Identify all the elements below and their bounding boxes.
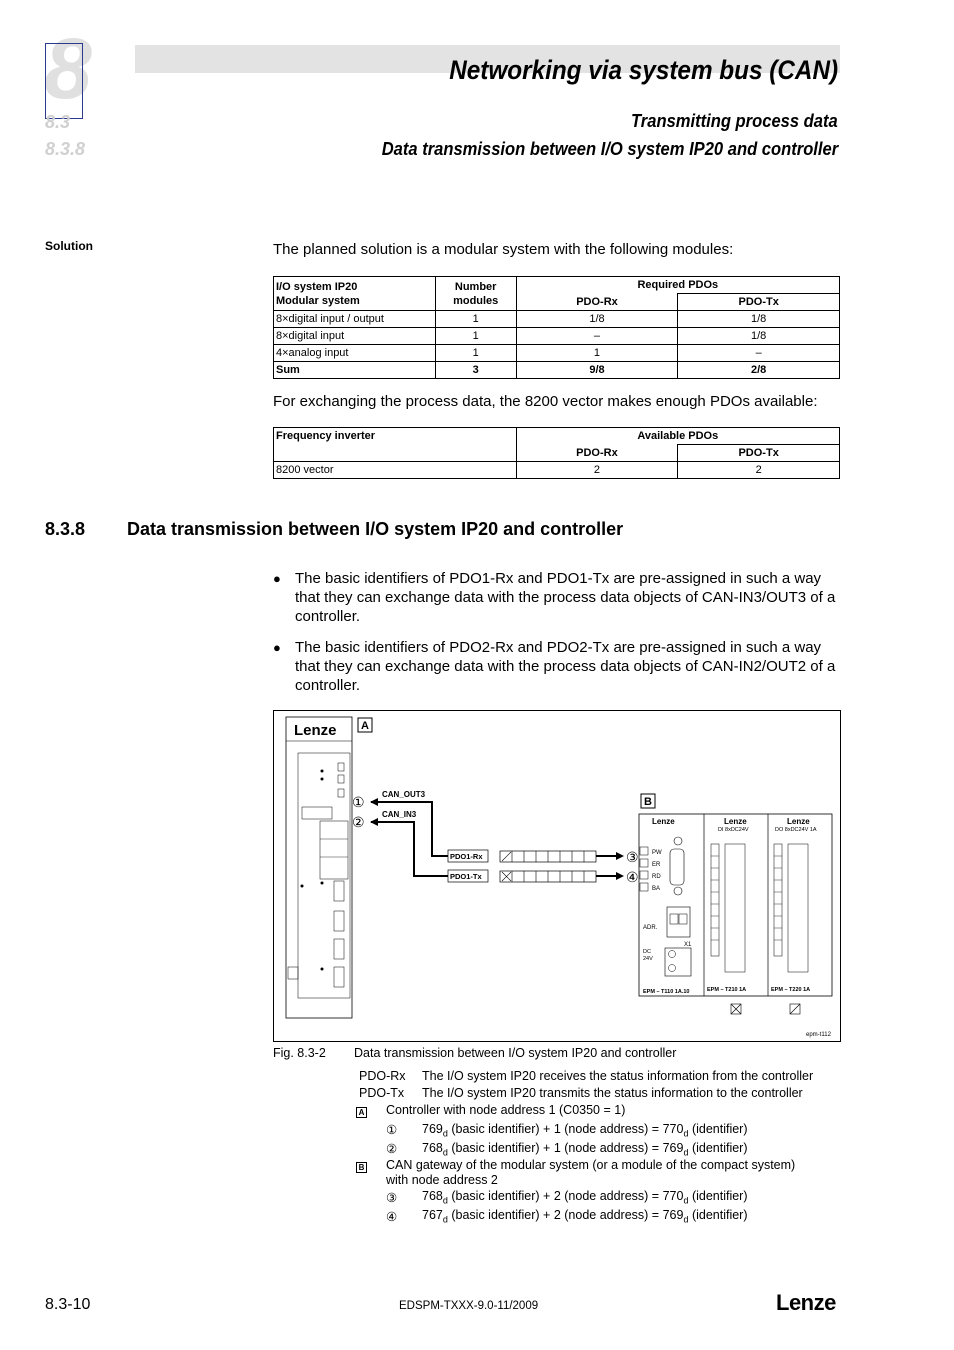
legend-text-b-2: with node address 2: [386, 1173, 498, 1187]
section-number: 8.3.8: [45, 519, 86, 539]
dc-label: DC: [643, 949, 651, 955]
legend-key-b: B: [356, 1159, 367, 1173]
figure-caption-text: Data transmission between I/O system IP20 and controller: [354, 1046, 677, 1060]
led-er: ER: [652, 862, 661, 868]
bullet-item: The basic identifiers of PDO2-Rx and PDO2-Tx are pre-assigned in such a way that they can exchange data with the process data objects of CAN-IN2/OUT2 of a controller.: [295, 639, 836, 694]
document-id: EDSPM-TXXX-9.0-11/2009: [399, 1300, 539, 1312]
inverter-table: [273, 427, 840, 479]
legend-marker-1: ①: [386, 1123, 398, 1137]
dc-24v-label: 24V: [643, 956, 653, 962]
legend-marker-3: ③: [386, 1191, 398, 1205]
di-module-logo: Lenze: [724, 817, 747, 826]
bullet-item: The basic identifiers of PDO1-Rx and PDO1-Tx are pre-assigned in such a way that they can exchange data with the process data objects of CAN-IN3/OUT3 of a controller.: [295, 570, 836, 625]
table-row: 8×digital input / output 1 1/8 1/8: [274, 311, 840, 328]
side-label: Solution: [45, 239, 93, 253]
section-title: Data transmission between I/O system IP20 and controller: [127, 519, 624, 539]
page-number: 8.3-10: [45, 1296, 91, 1313]
pdo-tx-bytes: [500, 871, 624, 882]
legend-key-rx: PDO-Rx: [359, 1069, 406, 1083]
figure-number: Fig. 8.3-2: [273, 1046, 326, 1060]
bullet-dot-icon: ●: [273, 571, 281, 586]
section-heading: [45, 519, 623, 540]
do-module-type-label: EPM – T220 1A: [771, 987, 811, 993]
table-row: 8×digital input 1 – 1/8: [274, 328, 840, 345]
intro-text: The planned solution is a modular system with the following modules:: [273, 241, 734, 258]
table-header-cell: Frequency inverter: [274, 428, 517, 462]
led-pw: PW: [652, 850, 662, 856]
diagram-svg: [274, 711, 840, 1041]
legend-key-tx: PDO-Tx: [359, 1086, 405, 1100]
table-header-cell: PDO-Tx: [678, 294, 840, 311]
legend-marker-2: ②: [386, 1142, 398, 1156]
marker-1: ①: [352, 794, 365, 810]
legend-text-3: $768_d$ (basic identifier) + 2 (node address) = $770_d$ (identifier): [422, 1189, 748, 1206]
chapter-number: 8: [44, 21, 92, 117]
legend-key-a: A: [356, 1104, 367, 1118]
legend-text-a: Controller with node address 1 (C0350 = 1): [386, 1103, 626, 1117]
page-subtitle-1: Transmitting process data: [631, 111, 838, 131]
do-module-desc: DO 8xDC24V 1A: [775, 827, 817, 833]
legend-text-1: $769_d$ (basic identifier) + 1 (node address) = $770_d$ (identifier): [422, 1122, 748, 1139]
marker-a: A: [361, 720, 369, 732]
marker-2: ②: [352, 814, 365, 830]
exchange-text: For exchanging the process data, the 8200 vector makes enough PDOs available:: [273, 393, 818, 410]
table-header-cell: PDO-Rx: [516, 294, 678, 311]
legend-text-4: $767_d$ (basic identifier) + 2 (node address) = $769_d$ (identifier): [422, 1208, 748, 1225]
legend-text-2: $768_d$ (basic identifier) + 1 (node address) = $769_d$ (identifier): [422, 1141, 748, 1158]
lenze-logo: Lenze: [294, 722, 337, 739]
table-row: 4×analog input 1 1 –: [274, 345, 840, 362]
can-in-label: CAN_IN3: [382, 810, 417, 819]
marker-3: ③: [626, 849, 639, 865]
marker-b: B: [644, 796, 652, 808]
pdo-rx-bytes: [500, 851, 624, 862]
legend-marker-4: ④: [386, 1210, 398, 1224]
figure-caption: [273, 1046, 676, 1060]
lenze-logo: Lenze: [776, 1290, 836, 1315]
adr-label: ADR.: [643, 925, 658, 931]
table-row: Sum 3 9/8 2/8: [274, 362, 840, 379]
legend-text-tx: The I/O system IP20 transmits the status information to the controller: [422, 1086, 803, 1100]
faded-section-number: 8.3: [45, 112, 71, 132]
di-module-desc: DI 8xDC24V: [718, 827, 749, 833]
pdo-tx-label: PDO1-Tx: [450, 872, 482, 881]
table-header-cell: PDO-Tx: [678, 445, 840, 462]
marker-4: ④: [626, 869, 639, 885]
di-module-type-label: EPM – T210 1A: [707, 987, 747, 993]
gateway-logo: Lenze: [652, 817, 675, 826]
bullet-dot-icon: ●: [273, 640, 281, 655]
page-subtitle-2: Data transmission between I/O system IP20 and controller: [381, 139, 838, 159]
legend-text-b-1: CAN gateway of the modular system (or a module of the compact system): [386, 1158, 796, 1172]
table-header-cell: PDO-Rx: [516, 445, 678, 462]
do-module-logo: Lenze: [787, 817, 810, 826]
table-header-cell: Available PDOs: [516, 428, 839, 445]
page-title: Networking via system bus (CAN): [449, 55, 838, 85]
led-rd: RD: [652, 874, 661, 880]
led-ba: BA: [652, 886, 661, 892]
figure-reference: epm-t112: [806, 1032, 831, 1038]
faded-subsection-number: 8.3.8: [45, 139, 86, 159]
table-header-cell: Number modules: [435, 277, 516, 311]
can-out-label: CAN_OUT3: [382, 790, 426, 799]
figure-diagram: [273, 710, 841, 1042]
modules-table: [273, 276, 840, 379]
x1-label: X1: [684, 942, 692, 948]
table-header-cell: I/O system IP20 Modular system: [274, 277, 436, 311]
table-header-cell: Required PDOs: [516, 277, 839, 294]
gateway-type-label: EPM – T110 1A.10: [643, 989, 690, 995]
pdo-rx-label: PDO1-Rx: [450, 852, 483, 861]
chapter-box: [45, 43, 83, 119]
modular-system: [639, 814, 832, 1014]
table-row: 8200 vector 2 2: [274, 462, 840, 479]
legend-text-rx: The I/O system IP20 receives the status information from the controller: [422, 1069, 814, 1083]
controller-device: [286, 717, 352, 1018]
